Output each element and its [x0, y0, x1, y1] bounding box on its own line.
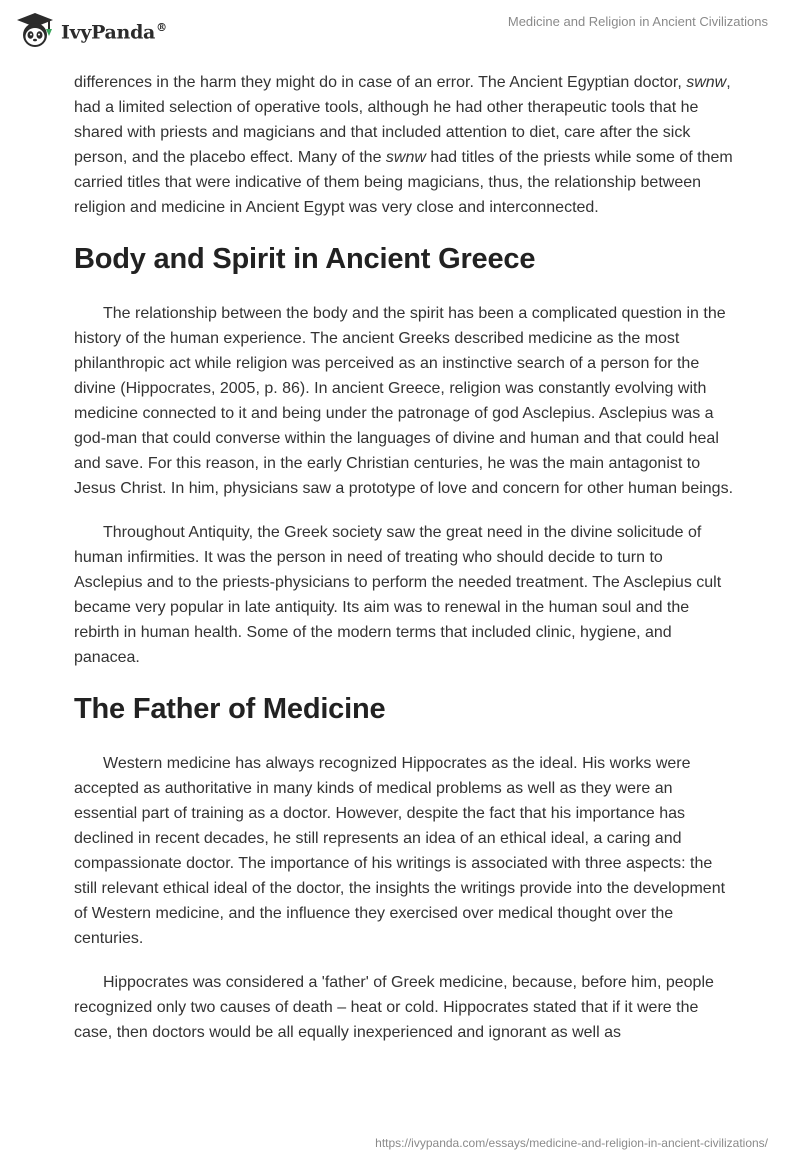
registered-mark: ® — [156, 20, 167, 34]
section-heading: The Father of Medicine — [74, 693, 386, 725]
section-heading: Body and Spirit in Ancient Greece — [74, 243, 536, 275]
text-run: differences in the harm they might do in case of an error. The Ancient Egyptian doctor, — [74, 74, 687, 91]
ivypanda-logo[interactable] — [15, 10, 190, 50]
panda-graduate-icon — [15, 11, 55, 49]
paragraph: The relationship between the body and the spirit has been a complicated question in the history of the human experience. The ancient Greeks described medicine as the most philanthropic act while religion was perceived as an instinctive search of a person for the divine (Hippocrates, 2005, p. 86). In ancient Greece, religion was constantly evolving with medicine connected to it and being under the patronage of god Asclepius. Asclepius was a god-man that could converse within the languages of divine and human and that could heal and save. For this reason, in the early Christian centuries, he was the main antagonist to Jesus Christ. In him, physicians saw a prototype of love and concern for other human beings. — [74, 305, 734, 497]
brand-name — [61, 21, 167, 43]
article-body — [74, 70, 734, 1064]
paragraph: Western medicine has always recognized Hippocrates as the ideal. His works were accepted as authoritative in many kinds of medical problems as well as they were an essential part of training as a doctor. However, despite the fact that his importance has declined in recent decades, he still represents an idea of an ethical ideal, a caring and compassionate doctor. The importance of his writings is associated with three aspects: the still relevant ethical ideal of the doctor, the insights the writings provide into the development of Western medicine, and the influence they exercised over medical thought over the centuries. — [74, 755, 726, 947]
brand-text: IvyPanda — [61, 21, 156, 44]
paragraph — [74, 70, 734, 220]
document-title: Medicine and Religion in Ancient Civilizations — [507, 14, 768, 29]
text-run: , had a limited selection of operative tools, although he had other therapeutic tools that he shared with priests and magicians and that included attention to diet, care after the sick person, and the placebo effect. Many of the — [74, 74, 731, 166]
paragraph: Hippocrates was considered a 'father' of Greek medicine, because, before him, people recognized only two causes of death – heat or cold. Hippocrates stated that if it were the case, then doctors would be all equally inexperienced and ignorant as well as — [74, 974, 714, 1041]
source-url[interactable]: https://ivypanda.com/essays/medicine-and-religion-in-ancient-civilizations/ — [375, 1136, 768, 1150]
italic-term: swnw — [385, 149, 426, 166]
paragraph: Throughout Antiquity, the Greek society saw the great need in the divine solicitude of human infirmities. It was the person in need of treating who should decide to turn to Asclepius and to the priests-physicians to perform the needed treatment. The Asclepius cult became very popular in late antiquity. Its aim was to renewal in the human soul and the rebirth in human health. Some of the modern terms that included clinic, hygiene, and panacea. — [74, 524, 722, 666]
page-header — [0, 0, 800, 70]
italic-term: swnw — [686, 74, 727, 91]
text-run: had titles of the priests while some of them carried titles that were indicative of them being magicians, thus, the relationship between religion and medicine in Ancient Egypt was very close and interconnected. — [74, 149, 733, 216]
